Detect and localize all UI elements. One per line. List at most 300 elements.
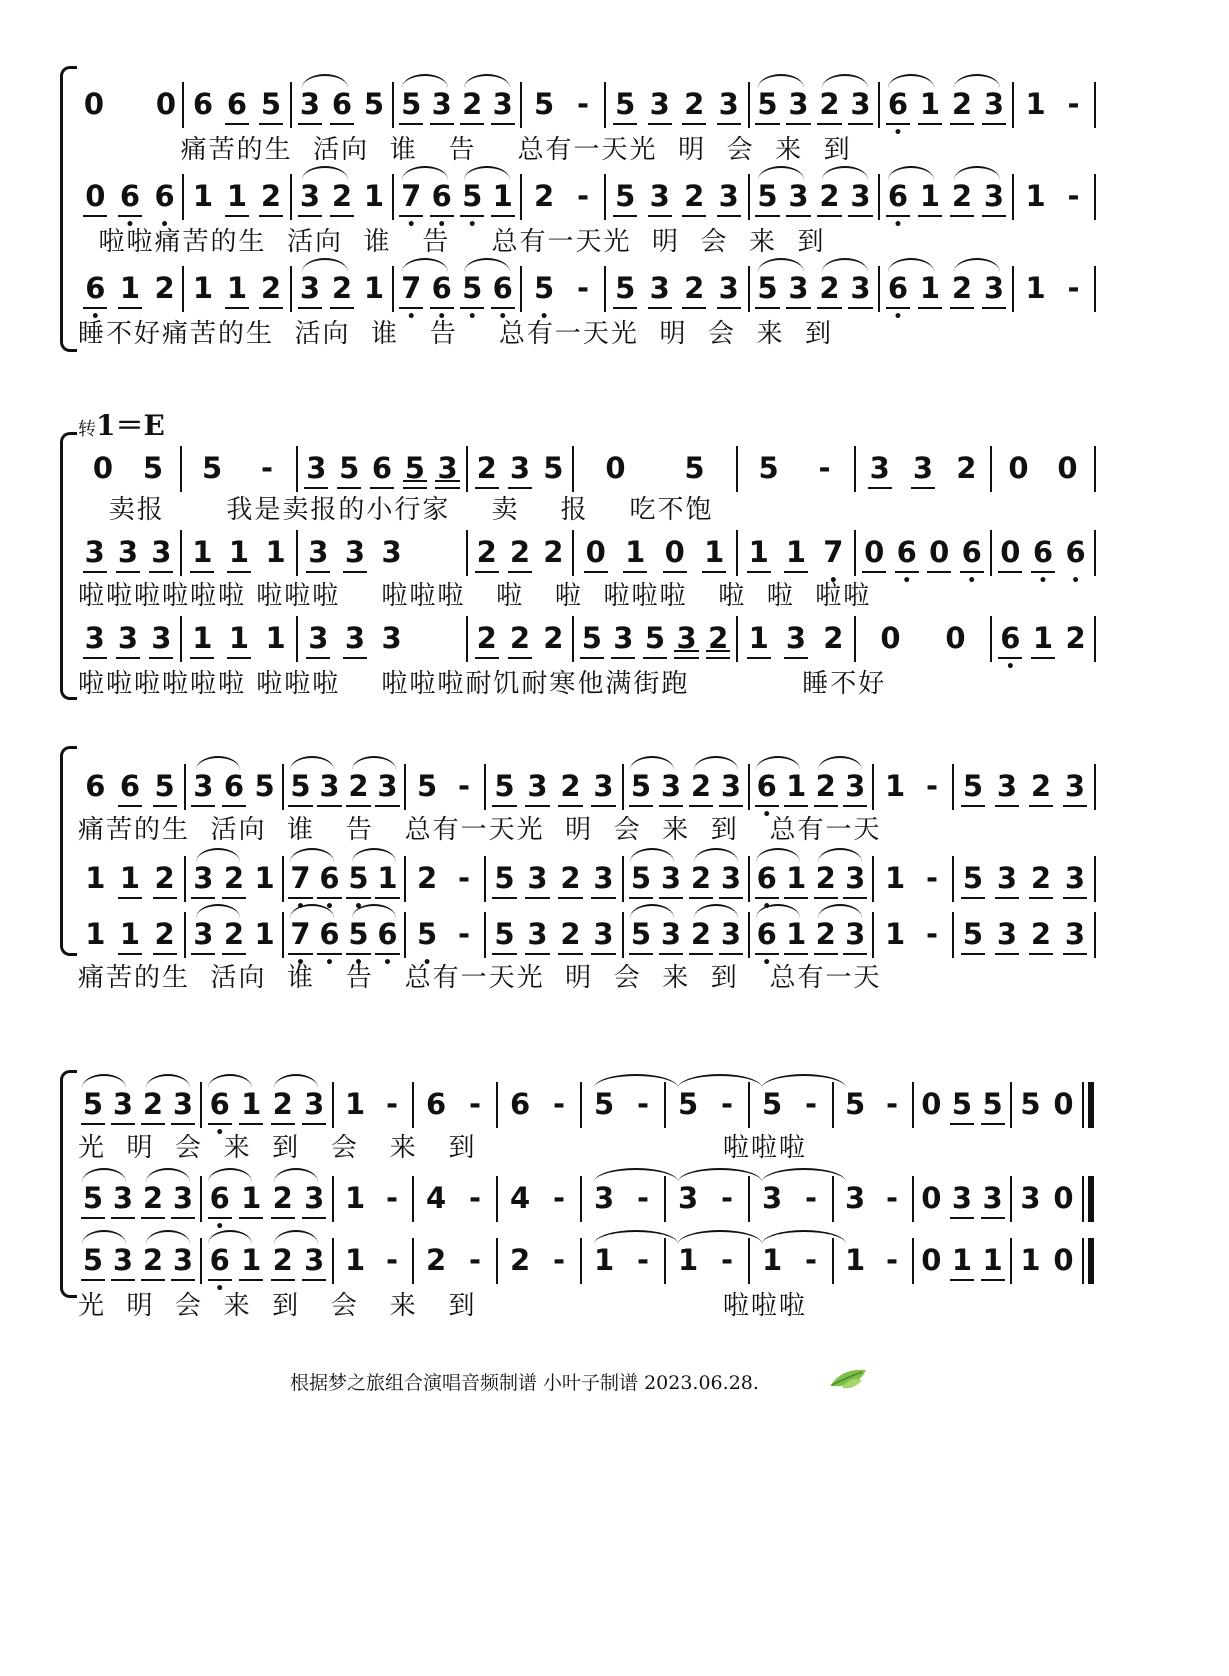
barline [392,82,394,128]
note: 3 [660,861,682,895]
note: • 6 [377,916,397,952]
note: 1 [951,1243,973,1277]
measure [882,86,1010,122]
note: 2 [223,861,245,895]
note: 1 [786,861,807,895]
note: 2 [819,271,840,305]
note: 2 [815,769,836,803]
measure [608,270,746,306]
note: 1 [1025,179,1046,213]
measure [300,620,410,656]
note: 6 [331,87,353,121]
note: 2 [331,271,353,305]
measure [396,178,518,214]
measure [300,534,410,570]
barline [580,1238,582,1284]
barline [404,764,406,810]
measure [408,916,482,952]
barline [332,1176,334,1222]
measure [752,768,870,804]
barline [1010,1176,1012,1222]
note: 3 [951,1181,973,1215]
note: 3 [151,621,172,655]
note: 1 [265,621,286,655]
note: 6 [223,769,245,803]
barline [572,616,574,662]
note: 5 [82,1243,104,1277]
measure [740,620,852,656]
measure [186,178,288,214]
notation-row [0,534,1229,570]
note: 1 [748,621,769,655]
note: 3 [1064,769,1086,803]
note: 2 [154,861,175,895]
barline [990,446,992,492]
leaf-icon [828,1366,868,1390]
note: 5 [982,1087,1003,1121]
note: 3 [437,451,458,485]
measure [858,534,988,570]
measure [294,86,390,122]
note: • 6 [210,1180,230,1216]
note: • 5 [534,270,554,306]
barline [664,1176,666,1222]
barline [296,446,298,492]
note: 5 [951,1087,973,1121]
measure [500,1180,578,1216]
measure [752,916,870,952]
note: 3 [649,271,670,305]
barline [748,1238,750,1284]
note: • 6 [155,178,175,214]
measure [836,1086,910,1122]
note: - [386,1181,399,1215]
measure [184,450,294,486]
barline [1082,1238,1084,1284]
barline [854,530,856,576]
note: - [469,1087,482,1121]
measure [752,860,870,896]
barline [392,174,394,220]
notation-row [0,1242,1229,1278]
note: 3 [117,535,139,569]
note: 3 [193,861,214,895]
note: - [261,451,274,485]
note: 2 [708,621,729,655]
measure [78,1180,198,1216]
barline [1094,912,1096,958]
note: 2 [509,1243,531,1277]
note: 3 [381,535,402,569]
note: - [577,271,590,305]
barline [872,856,874,902]
barline [296,530,298,576]
lyric-line: 光 明 会 来 到 会 来 到 啦啦啦 [78,1133,807,1163]
note: • 5 [348,860,368,896]
note: 3 [845,917,866,951]
note: 1 [344,1087,366,1121]
note: - [926,861,939,895]
barline [952,764,954,810]
note: 1 [344,1181,366,1215]
note: 5 [630,917,652,951]
barline [832,1238,834,1284]
barline [664,1082,666,1128]
measure [188,860,280,896]
barline [200,1176,202,1222]
note: 2 [331,179,353,213]
note: 0 [1053,1181,1074,1215]
note: 3 [172,1181,194,1215]
barline [290,266,292,312]
note: • 6 [1033,534,1053,570]
measure [78,620,178,656]
barline [182,82,184,128]
lyric-line: 睡不好痛苦的生 活向 谁 告 总有一天光 明 会 来 到 [78,319,834,349]
measure [994,450,1092,486]
note: 2 [154,271,175,305]
note: 2 [1030,861,1052,895]
note: 1 [254,917,275,951]
barline [748,764,750,810]
measure [916,1242,1008,1278]
note: • 6 [319,916,339,952]
note: 2 [509,535,531,569]
note: 3 [306,451,327,485]
note: • 7 [823,534,843,570]
measure [204,1242,330,1278]
note: • 6 [888,178,908,214]
note: - [721,1181,734,1215]
key-change [78,404,165,444]
barline [1094,530,1096,576]
note: - [805,1087,818,1121]
measure [524,86,602,122]
note: 3 [996,917,1018,951]
measure [1014,1086,1080,1122]
barline [832,1176,834,1222]
note: 5 [757,87,778,121]
note: 2 [425,1243,447,1277]
barline [878,82,880,128]
barline [1094,856,1096,902]
note: 6 [192,87,214,121]
measure [584,1242,662,1278]
note: 5 [593,1087,615,1121]
note: 3 [983,271,1005,305]
barline [748,856,750,902]
note: 3 [788,179,809,213]
measure [836,1242,910,1278]
note: 3 [381,621,402,655]
note: 3 [677,1181,699,1215]
note: 2 [560,769,581,803]
note: • 7 [401,270,421,306]
barline [604,82,606,128]
note: 1 [377,861,398,895]
measure [184,620,294,656]
barline [872,912,874,958]
note: 3 [527,769,548,803]
note: • 6 [493,270,513,306]
note: 0 [155,87,177,121]
note: • 5 [348,916,368,952]
note: 1 [265,535,286,569]
measure [286,916,402,952]
note: 3 [117,621,139,655]
measure [294,178,390,214]
note: 2 [223,917,245,951]
note: 1 [226,179,248,213]
measure [752,1242,830,1278]
note: - [721,1243,734,1277]
barline [622,764,624,810]
barline [466,530,468,576]
note: 0 [585,535,606,569]
barline [332,1238,334,1284]
measure [1014,1242,1080,1278]
note: - [886,1181,899,1215]
note: 1 [228,535,250,569]
note: - [386,1243,399,1277]
barline [184,912,186,958]
barline [580,1082,582,1128]
note: 5 [581,621,602,655]
barline [912,1238,914,1284]
measure [576,450,734,486]
barline [200,1082,202,1128]
note: • 5 [417,916,437,952]
note: 1 [85,917,106,951]
note: 5 [82,1087,104,1121]
note: 3 [869,451,890,485]
notation-row [0,178,1229,214]
measure [336,1242,410,1278]
barline [572,530,574,576]
measure [876,768,950,804]
note: 1 [192,179,214,213]
measure [668,1086,746,1122]
note: 2 [462,87,483,121]
note: 5 [494,861,515,895]
note: 0 [92,451,114,485]
measure [956,860,1092,896]
note: 3 [613,621,634,655]
note: 1 [192,621,213,655]
note: 2 [142,1243,164,1277]
note: 2 [684,87,705,121]
measure [470,620,570,656]
measure [186,270,288,306]
note: • 6 [432,178,452,214]
note: 0 [1057,451,1078,485]
lyric-line: 痛苦的生 活向 谁 告 总有一天光 明 会 来 到 [78,135,852,165]
measure [882,178,1010,214]
measure [286,860,402,896]
note: 1 [119,861,141,895]
note: 2 [815,917,836,951]
measure [608,86,746,122]
note: 3 [308,621,329,655]
final-barline [1088,1082,1094,1128]
measure [916,1180,1008,1216]
note: 3 [718,179,739,213]
note: 6 [371,451,393,485]
measure [858,450,988,486]
measure [994,620,1092,656]
note: 3 [172,1243,194,1277]
note: • 6 [897,534,917,570]
measure [188,768,280,804]
measure [1016,270,1092,306]
note: 2 [476,621,497,655]
lyric-line: 啦啦痛苦的生 活向 谁 告 总有一天光 明 会 来 到 [78,227,826,257]
note: 5 [401,87,422,121]
note: 1 [228,621,250,655]
note: 1 [786,917,807,951]
note: 1 [192,535,213,569]
note: • 7 [290,860,310,896]
note: 1 [677,1243,699,1277]
note: 2 [272,1087,293,1121]
notation-row [0,1180,1229,1216]
note: 2 [476,451,497,485]
barline [622,912,624,958]
barline [572,446,574,492]
barline [484,764,486,810]
note: 2 [819,87,840,121]
note: 2 [560,861,581,895]
measure [858,620,988,656]
note: 3 [996,861,1018,895]
note: • 6 [757,860,777,896]
note: 5 [962,769,984,803]
measure [204,1086,330,1122]
note: 1 [241,1243,262,1277]
barline [282,912,284,958]
note: - [458,861,471,895]
measure [78,1242,198,1278]
barline [392,266,394,312]
note: 0 [1053,1087,1074,1121]
barline [912,1176,914,1222]
note: 2 [956,451,977,485]
note: 5 [844,1087,866,1121]
note: 0 [921,1243,942,1277]
note: 3 [676,621,697,655]
note: - [926,769,939,803]
note: 1 [785,535,807,569]
note: 5 [254,769,275,803]
note: • 6 [888,270,908,306]
note: 3 [845,769,866,803]
measure [608,178,746,214]
note: 1 [786,769,807,803]
note: 2 [951,87,973,121]
note: 2 [543,535,564,569]
note: 5 [615,271,636,305]
note: 3 [319,769,340,803]
note: 0 [921,1087,942,1121]
note: 3 [527,917,548,951]
note: 5 [677,1087,699,1121]
note: 3 [1020,1181,1041,1215]
note: 2 [533,179,555,213]
measure [396,86,518,122]
measure [752,270,876,306]
note: 5 [201,451,223,485]
barline [290,82,292,128]
note: 2 [509,621,531,655]
measure [1016,178,1092,214]
measure [882,270,1010,306]
note: 1 [919,87,941,121]
measure [668,1180,746,1216]
barline [484,856,486,902]
barline [282,856,284,902]
measure [584,1086,662,1122]
measure [78,534,178,570]
barline [520,174,522,220]
measure [524,270,602,306]
note: • 6 [432,270,452,306]
note: 3 [593,769,614,803]
barline [496,1176,498,1222]
measure [184,534,294,570]
note: 2 [476,535,497,569]
notation-row [0,86,1229,122]
barline [878,266,880,312]
note: 1 [119,271,141,305]
note: 5 [494,769,515,803]
note: 5 [142,451,164,485]
note: 1 [748,535,769,569]
note: 3 [1064,917,1086,951]
note: 1 [704,535,725,569]
note: 6 [509,1087,531,1121]
note: 2 [1030,769,1052,803]
barline [412,1238,414,1284]
barline [622,856,624,902]
measure [300,450,464,486]
measure [668,1242,746,1278]
barline [878,174,880,220]
final-barline [1088,1238,1094,1284]
barline [1094,616,1096,662]
note: 2 [815,861,836,895]
barline [412,1082,414,1128]
note: 3 [308,535,329,569]
measure [500,1242,578,1278]
note: - [805,1243,818,1277]
note: 0 [605,451,626,485]
barline [200,1238,202,1284]
note: 5 [260,87,282,121]
barline [990,530,992,576]
note: 1 [192,271,214,305]
note: 4 [509,1181,531,1215]
note: 3 [844,1181,866,1215]
barline [184,764,186,810]
barline [290,174,292,220]
measure [740,534,852,570]
barline [748,912,750,958]
measure [1016,86,1092,122]
lyric-line: 啦啦啦啦啦啦 啦啦啦 啦啦啦 啦 啦 啦啦啦 啦 啦 啦啦 [78,581,872,611]
note: 3 [112,1181,134,1215]
barline [520,82,522,128]
note: 1 [625,535,646,569]
